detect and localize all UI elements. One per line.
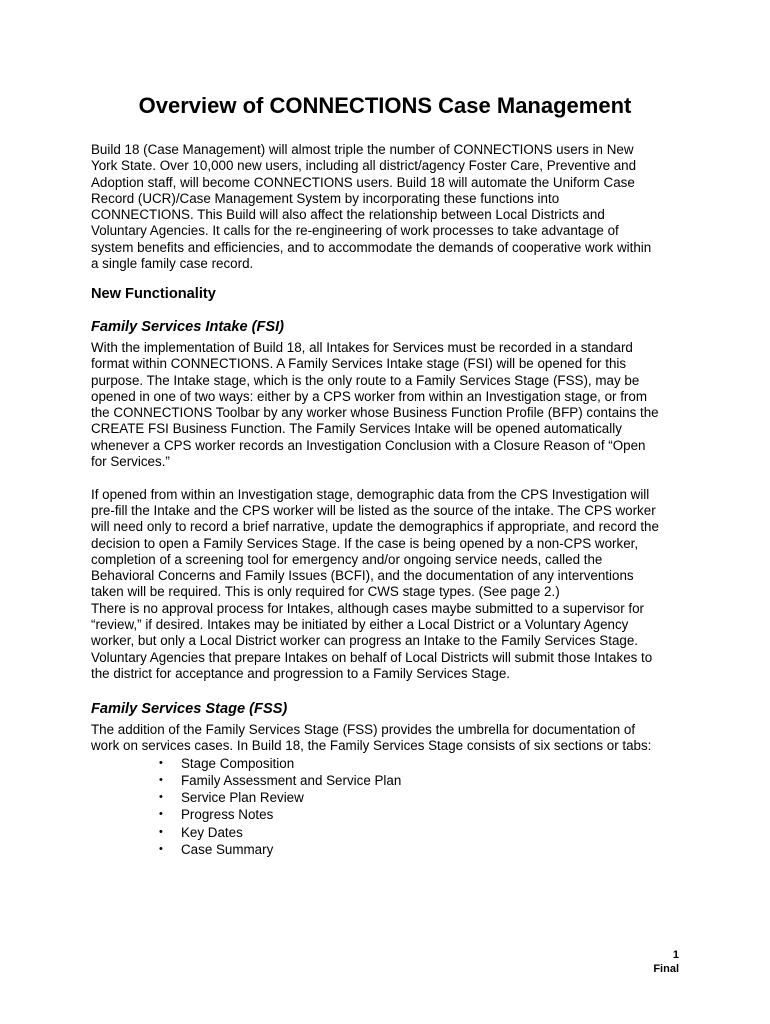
- fss-paragraph: [91, 722, 691, 755]
- list-item-label: Key Dates: [181, 824, 243, 840]
- list-item: [91, 755, 691, 772]
- fss-heading: Family Services Stage (FSS): [91, 701, 288, 717]
- intro-line: Adoption staff, will become CONNECTIONS users. Build 18 will automate the Uniform Case: [91, 174, 635, 190]
- fsi-paragraph-2: [91, 487, 691, 683]
- fsi-line: decision to open a Family Services Stage. If the case is being opened by a non-CPS worker,: [91, 535, 639, 551]
- intro-line: York State. Over 10,000 new users, including all district/agency Foster Care, Preventive and: [91, 158, 637, 174]
- intro-line: Build 18 (Case Management) will almost triple the number of CONNECTIONS users in New: [91, 142, 634, 157]
- fsi-line: If opened from within an Investigation stage, demographic data from the CPS Investigation will: [91, 486, 650, 502]
- fsi-section: [91, 340, 691, 682]
- fss-line: The addition of the Family Services Stage (FSS) provides the umbrella for documentation of: [91, 722, 636, 737]
- page-number: 1: [672, 949, 679, 961]
- fsi-line: whenever a CPS worker records an Investigation Conclusion with a Closure Reason of “Open: [91, 437, 646, 453]
- fsi-line: With the implementation of Build 18, all Intakes for Services must be recorded in a standard: [91, 340, 633, 355]
- document-status: Final: [653, 963, 679, 975]
- fsi-line: CREATE FSI Business Function. The Family Services Intake will be opened automatically: [91, 421, 622, 437]
- fsi-paragraph-1: [91, 340, 691, 470]
- list-item: [91, 806, 691, 823]
- intro-paragraph: [91, 142, 691, 272]
- intro-line: system benefits and efficiencies, and to accommodate the demands of cooperative work within: [91, 239, 652, 255]
- fsi-line: completion of a screening tool for emergency and/or ongoing service needs, called the: [91, 551, 603, 567]
- fsi-line: purpose. The Intake stage, which is the only route to a Family Services Stage (FSS), may be: [91, 372, 640, 388]
- bullet-icon: •: [159, 773, 163, 786]
- fsi-line: taken will be required. This is only required for CWS stage types. (See page 2.): [91, 584, 560, 600]
- fsi-line: the district for acceptance and progression to a Family Services Stage.: [91, 665, 511, 681]
- bullet-icon: •: [159, 756, 163, 769]
- list-item-label: Stage Composition: [181, 755, 295, 771]
- fsi-line: format within CONNECTIONS. A Family Services Intake stage (FSI) will be opened for this: [91, 356, 627, 372]
- fsi-line: There is no approval process for Intakes, although cases maybe submitted to a supervisor for: [91, 600, 645, 616]
- list-item: [91, 772, 691, 789]
- fsi-line: the CONNECTIONS Toolbar by any worker whose Business Function Profile (BFP) contains the: [91, 405, 659, 421]
- fsi-line: Behavioral Concerns and Family Issues (BCFI), and the documentation of any interventions: [91, 568, 634, 584]
- list-item: [91, 841, 691, 858]
- fss-line: work on services cases. In Build 18, the Family Services Stage consists of six sections or tabs:: [91, 738, 652, 754]
- new-functionality-heading: New Functionality: [91, 286, 216, 302]
- fsi-line: worker, but only a Local District worker can progress an Intake to the Family Services Stage.: [91, 633, 639, 649]
- bullet-icon: •: [159, 825, 163, 838]
- list-item-label: Service Plan Review: [181, 790, 304, 806]
- list-item-label: Family Assessment and Service Plan: [181, 772, 402, 788]
- fsi-line: opened in one of two ways: either by a CPS worker from within an Investigation stage, or from: [91, 388, 647, 404]
- list-item: [91, 789, 691, 806]
- fsi-line: Voluntary Agencies that prepare Intakes on behalf of Local Districts will submit those Intakes to: [91, 649, 653, 665]
- fss-tabs-list: [91, 755, 691, 859]
- fsi-line: will need only to record a brief narrative, update the demographics if appropriate, and record the: [91, 519, 659, 535]
- bullet-icon: •: [159, 808, 163, 821]
- list-item-label: Progress Notes: [181, 807, 274, 823]
- bullet-icon: •: [159, 791, 163, 804]
- fss-section: [91, 722, 691, 858]
- fsi-heading: Family Services Intake (FSI): [91, 319, 285, 335]
- page-footer: [653, 948, 679, 976]
- intro-line: a single family case record.: [91, 256, 254, 272]
- list-item-label: Case Summary: [181, 842, 274, 858]
- document-title: Overview of CONNECTIONS Case Management: [138, 93, 632, 118]
- fsi-line: “review,” if desired. Intakes may be initiated by either a Local District or a Voluntary Agency: [91, 617, 629, 633]
- intro-line: Voluntary Agencies. It calls for the re-engineering of work processes to take advantage of: [91, 223, 619, 239]
- fsi-line: for Services.”: [91, 454, 170, 470]
- bullet-icon: •: [159, 843, 163, 856]
- intro-line: Record (UCR)/Case Management System by incorporating these functions into: [91, 190, 560, 206]
- intro-line: CONNECTIONS. This Build will also affect the relationship between Local Districts and: [91, 207, 605, 223]
- fsi-line: pre-fill the Intake and the CPS worker will be listed as the source of the intake. The CPS worker: [91, 502, 656, 518]
- list-item: [91, 824, 691, 841]
